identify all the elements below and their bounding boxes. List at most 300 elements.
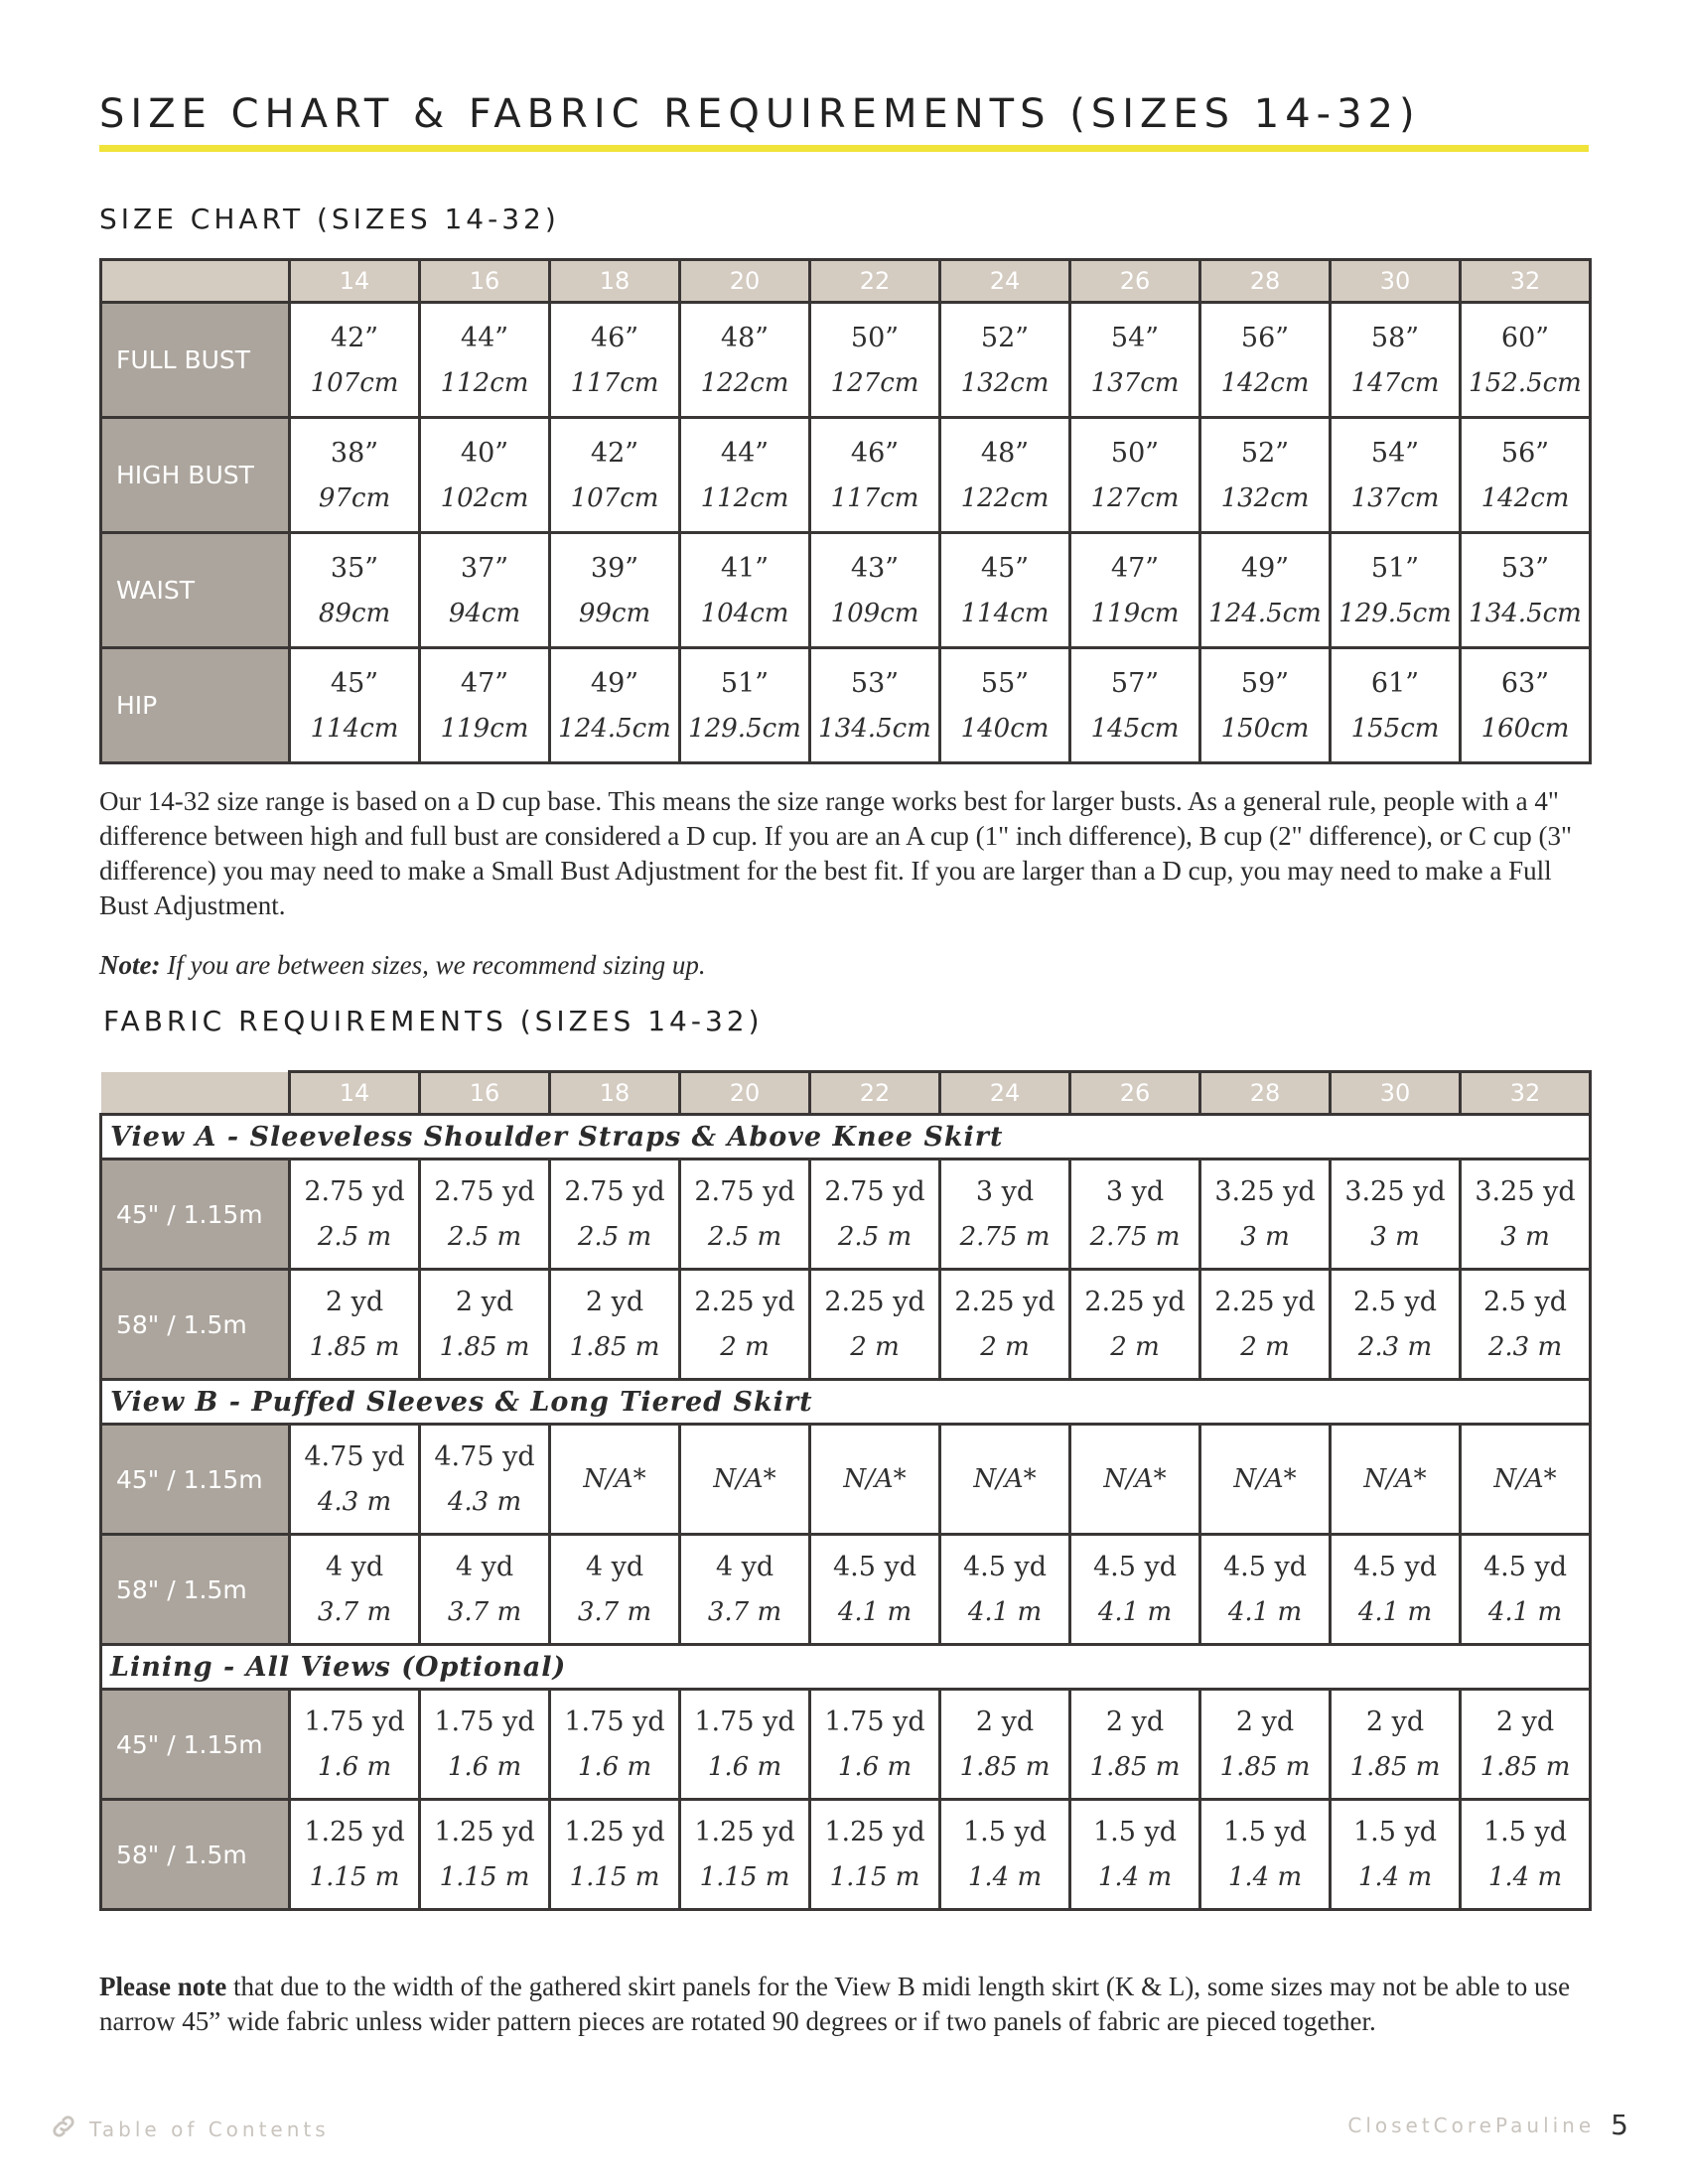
meters-value: 1.15 m (569, 1862, 660, 1892)
meters-value: 1.4 m (1487, 1862, 1563, 1892)
yards-value: 1.25 yd (304, 1817, 405, 1847)
yards-value: 3.25 yd (1214, 1176, 1316, 1207)
measurement-cell (940, 418, 1070, 533)
yards-value: 4 yd (585, 1552, 644, 1582)
inches-value: 54” (1110, 322, 1160, 353)
cm-value: 129.5cm (1338, 598, 1452, 628)
yardage-cell (680, 1160, 810, 1270)
yards-value: 3.25 yd (1475, 1176, 1576, 1207)
size-column-header: 16 (420, 260, 550, 303)
measurement-cell (680, 648, 810, 763)
measurement-cell (1200, 303, 1331, 418)
yardage-cell (1200, 1425, 1331, 1535)
meters-value: 1.85 m (439, 1332, 530, 1362)
measurement-label: WAIST (101, 533, 290, 648)
measurement-cell (550, 648, 680, 763)
yards-value: 2.25 yd (954, 1287, 1055, 1317)
cm-value: 134.5cm (1469, 598, 1582, 628)
meters-value: 1.15 m (439, 1862, 530, 1892)
measurement-cell (810, 303, 940, 418)
yardage-cell (290, 1690, 420, 1800)
meters-value: 4.3 m (447, 1487, 522, 1517)
measurement-cell (290, 303, 420, 418)
title-underline (99, 145, 1589, 152)
cm-value: 160cm (1480, 713, 1570, 744)
sizing-note (99, 950, 706, 981)
cm-value: 142cm (1480, 482, 1570, 513)
measurement-cell (810, 648, 940, 763)
yardage-cell (1070, 1535, 1200, 1645)
inches-value: 52” (1240, 437, 1290, 469)
measurement-cell (1461, 533, 1591, 648)
yards-value: 4.5 yd (832, 1552, 917, 1582)
measurement-label: HIP (101, 648, 290, 763)
fabric-row (101, 1425, 1591, 1535)
size-chart-table (99, 258, 1592, 764)
yardage-cell (1331, 1690, 1461, 1800)
meters-value: 4.1 m (837, 1597, 913, 1627)
cup-size-paragraph: Our 14-32 size range is based on a D cup base. This means the size range works best for larger busts. As a general rule, people with a 4" difference between high and full bust are considered a D cup. If you are an A cup (1" inch difference), B cup (2" difference), or C cup (3" difference) you may need to make a Small Bust Adjustment for the best fit. If you are larger than a D cup, you may need to make a Full Bust Adjustment. (99, 786, 1572, 920)
meters-value: 1.85 m (1349, 1752, 1441, 1782)
size-column-header: 18 (550, 1072, 680, 1115)
size-chart-row (101, 303, 1591, 418)
measurement-cell (1331, 303, 1461, 418)
cm-value: 124.5cm (1208, 598, 1322, 628)
size-column-header: 20 (680, 1072, 810, 1115)
fabric-row (101, 1270, 1591, 1380)
yardage-cell (1200, 1800, 1331, 1910)
fabric-requirements-heading: FABRIC REQUIREMENTS (SIZES 14-32) (103, 1005, 764, 1037)
inches-value: 39” (590, 552, 639, 584)
yardage-cell (290, 1535, 420, 1645)
yards-value: 3.25 yd (1344, 1176, 1446, 1207)
not-available-value: N/A* (1363, 1464, 1427, 1494)
inches-value: 54” (1370, 437, 1420, 469)
measurement-cell (550, 418, 680, 533)
meters-value: 1.85 m (569, 1332, 660, 1362)
cm-value: 122cm (960, 482, 1050, 513)
yardage-cell (1331, 1270, 1461, 1380)
yardage-cell (1200, 1690, 1331, 1800)
inches-value: 56” (1500, 437, 1550, 469)
size-column-header: 20 (680, 260, 810, 303)
measurement-cell (420, 648, 550, 763)
size-column-header: 14 (290, 260, 420, 303)
meters-value: 2 m (1110, 1332, 1160, 1362)
measurement-cell (680, 418, 810, 533)
measurement-cell (680, 533, 810, 648)
yards-value: 2.25 yd (694, 1287, 795, 1317)
fabric-width-label: 45" / 1.15m (101, 1160, 290, 1270)
yardage-cell (680, 1425, 810, 1535)
size-chart-corner (101, 260, 290, 303)
yards-value: 1.5 yd (1352, 1817, 1438, 1847)
yardage-cell (1070, 1425, 1200, 1535)
yardage-cell (680, 1690, 810, 1800)
meters-value: 1.6 m (707, 1752, 782, 1782)
cm-value: 147cm (1350, 367, 1440, 398)
meters-value: 1.85 m (309, 1332, 400, 1362)
cm-value: 117cm (830, 482, 919, 513)
meters-value: 2.5 m (317, 1222, 392, 1252)
cm-value: 104cm (700, 598, 789, 628)
yardage-cell (550, 1270, 680, 1380)
inches-value: 35” (330, 552, 379, 584)
yards-value: 2 yd (585, 1287, 644, 1317)
fabric-width-label: 45" / 1.15m (101, 1425, 290, 1535)
not-available-value: N/A* (583, 1464, 646, 1494)
yards-value: 1.25 yd (694, 1817, 795, 1847)
meters-value: 2 m (980, 1332, 1030, 1362)
yardage-cell (1461, 1160, 1591, 1270)
inches-value: 48” (720, 322, 770, 353)
inches-value: 51” (720, 667, 770, 699)
meters-value: 2 m (850, 1332, 900, 1362)
inches-value: 59” (1240, 667, 1290, 699)
cm-value: 152.5cm (1469, 367, 1582, 398)
inches-value: 46” (590, 322, 639, 353)
inches-value: 58” (1370, 322, 1420, 353)
measurement-cell (1331, 648, 1461, 763)
fabric-row (101, 1800, 1591, 1910)
yardage-cell (810, 1690, 940, 1800)
meters-value: 2 m (1240, 1332, 1290, 1362)
cm-value: 127cm (1090, 482, 1180, 513)
size-column-header: 26 (1070, 260, 1200, 303)
yardage-cell (810, 1160, 940, 1270)
meters-value: 2.5 m (837, 1222, 913, 1252)
cm-value: 114cm (960, 598, 1050, 628)
size-column-header: 24 (940, 260, 1070, 303)
cm-value: 132cm (1220, 482, 1310, 513)
yards-value: 1.25 yd (824, 1817, 925, 1847)
section-title: Lining - All Views (Optional) (101, 1645, 1591, 1690)
meters-value: 1.4 m (1357, 1862, 1433, 1892)
please-note-text: that due to the width of the gathered skirt panels for the View B midi length skirt (K & L), some sizes may not be able to use narrow 45” wide fabric unless wider pattern pieces are rotated 90 degrees or if two panels of fabric are pieced together. (99, 1972, 1571, 2036)
cm-value: 99cm (578, 598, 651, 628)
size-column-header: 32 (1461, 260, 1591, 303)
yards-value: 4.5 yd (1352, 1552, 1438, 1582)
cm-value: 114cm (310, 713, 399, 744)
size-column-header: 28 (1200, 1072, 1331, 1115)
cm-value: 102cm (440, 482, 529, 513)
meters-value: 1.6 m (837, 1752, 913, 1782)
measurement-cell (420, 303, 550, 418)
fabric-requirements-table (99, 1070, 1592, 1911)
yards-value: 4.5 yd (1482, 1552, 1568, 1582)
measurement-cell (1461, 418, 1591, 533)
measurement-cell (1200, 648, 1331, 763)
meters-value: 1.4 m (1097, 1862, 1173, 1892)
yardage-cell (1331, 1800, 1461, 1910)
measurement-cell (1461, 303, 1591, 418)
meters-value: 1.85 m (959, 1752, 1051, 1782)
yardage-cell (1461, 1425, 1591, 1535)
yards-value: 1.75 yd (694, 1706, 795, 1737)
size-column-header: 14 (290, 1072, 420, 1115)
yards-value: 1.5 yd (962, 1817, 1048, 1847)
yards-value: 1.5 yd (1482, 1817, 1568, 1847)
yards-value: 2 yd (455, 1287, 514, 1317)
inches-value: 45” (330, 667, 379, 699)
measurement-cell (940, 533, 1070, 648)
cm-value: 107cm (570, 482, 659, 513)
inches-value: 49” (590, 667, 639, 699)
yards-value: 1.5 yd (1222, 1817, 1308, 1847)
section-title: View A - Sleeveless Shoulder Straps & Above Knee Skirt (101, 1115, 1591, 1160)
cm-value: 129.5cm (688, 713, 801, 744)
inches-value: 43” (850, 552, 900, 584)
size-column-header: 30 (1331, 260, 1461, 303)
page-title: SIZE CHART & FABRIC REQUIREMENTS (SIZES 14-32) (99, 91, 1421, 137)
yardage-cell (1331, 1535, 1461, 1645)
measurement-cell (290, 648, 420, 763)
meters-value: 3.7 m (317, 1597, 392, 1627)
yards-value: 4 yd (715, 1552, 774, 1582)
yards-value: 1.25 yd (434, 1817, 535, 1847)
size-column-header: 18 (550, 260, 680, 303)
measurement-label: FULL BUST (101, 303, 290, 418)
inches-value: 49” (1240, 552, 1290, 584)
please-note-label: Please note (99, 1972, 227, 2001)
fabric-row (101, 1160, 1591, 1270)
size-chart-row (101, 418, 1591, 533)
yards-value: 4.5 yd (1092, 1552, 1178, 1582)
meters-value: 3.7 m (577, 1597, 652, 1627)
measurement-cell (1200, 418, 1331, 533)
measurement-cell (420, 533, 550, 648)
inches-value: 55” (980, 667, 1030, 699)
yardage-cell (1461, 1270, 1591, 1380)
meters-value: 3.7 m (707, 1597, 782, 1627)
inches-value: 63” (1500, 667, 1550, 699)
yardage-cell (420, 1425, 550, 1535)
yardage-cell (290, 1270, 420, 1380)
yards-value: 4.75 yd (304, 1441, 405, 1472)
yardage-cell (940, 1160, 1070, 1270)
yards-value: 3 yd (975, 1176, 1035, 1207)
meters-value: 3 m (1500, 1222, 1550, 1252)
yards-value: 2.75 yd (694, 1176, 795, 1207)
inches-value: 44” (720, 437, 770, 469)
yardage-cell (420, 1535, 550, 1645)
yardage-cell (940, 1425, 1070, 1535)
fabric-width-label: 58" / 1.5m (101, 1535, 290, 1645)
cm-value: 119cm (440, 713, 529, 744)
yards-value: 2.75 yd (304, 1176, 405, 1207)
inches-value: 42” (590, 437, 639, 469)
measurement-cell (1461, 648, 1591, 763)
size-column-header: 22 (810, 260, 940, 303)
measurement-cell (290, 418, 420, 533)
not-available-value: N/A* (843, 1464, 907, 1494)
measurement-cell (290, 533, 420, 648)
section-row (101, 1645, 1591, 1690)
inches-value: 51” (1370, 552, 1420, 584)
fabric-width-label: 58" / 1.5m (101, 1800, 290, 1910)
yards-value: 1.75 yd (434, 1706, 535, 1737)
size-column-header: 30 (1331, 1072, 1461, 1115)
yards-value: 1.75 yd (304, 1706, 405, 1737)
yardage-cell (1070, 1800, 1200, 1910)
yardage-cell (550, 1160, 680, 1270)
cm-value: 137cm (1350, 482, 1440, 513)
yardage-cell (550, 1425, 680, 1535)
meters-value: 2.3 m (1487, 1332, 1563, 1362)
inches-value: 44” (460, 322, 509, 353)
size-column-header: 24 (940, 1072, 1070, 1115)
meters-value: 1.4 m (1227, 1862, 1303, 1892)
yards-value: 4 yd (455, 1552, 514, 1582)
inches-value: 53” (850, 667, 900, 699)
yardage-cell (290, 1425, 420, 1535)
measurement-cell (420, 418, 550, 533)
inches-value: 47” (460, 667, 509, 699)
measurement-cell (550, 303, 680, 418)
meters-value: 2.75 m (1089, 1222, 1181, 1252)
measurement-cell (940, 648, 1070, 763)
table-of-contents-link[interactable] (50, 2113, 330, 2145)
yards-value: 4.5 yd (1222, 1552, 1308, 1582)
yardage-cell (1461, 1800, 1591, 1910)
note-label: Note: (99, 950, 161, 980)
measurement-cell (940, 303, 1070, 418)
table-of-contents-label: Table of Contents (89, 2116, 330, 2141)
meters-value: 1.85 m (1089, 1752, 1181, 1782)
inches-value: 48” (980, 437, 1030, 469)
measurement-label: HIGH BUST (101, 418, 290, 533)
meters-value: 1.15 m (829, 1862, 920, 1892)
measurement-cell (550, 533, 680, 648)
yardage-cell (1070, 1270, 1200, 1380)
meters-value: 4.1 m (1097, 1597, 1173, 1627)
yards-value: 4.5 yd (962, 1552, 1048, 1582)
meters-value: 1.6 m (317, 1752, 392, 1782)
yardage-cell (680, 1270, 810, 1380)
yardage-cell (550, 1690, 680, 1800)
brand-name: ClosetCorePauline (1347, 2113, 1596, 2137)
meters-value: 2.75 m (959, 1222, 1051, 1252)
cm-value: 117cm (570, 367, 659, 398)
meters-value: 2 m (720, 1332, 770, 1362)
meters-value: 3.7 m (447, 1597, 522, 1627)
yards-value: 2 yd (325, 1287, 384, 1317)
yards-value: 2.75 yd (564, 1176, 665, 1207)
cm-value: 119cm (1090, 598, 1180, 628)
yardage-cell (420, 1270, 550, 1380)
yardage-cell (1331, 1160, 1461, 1270)
section-title: View B - Puffed Sleeves & Long Tiered Skirt (101, 1380, 1591, 1425)
meters-value: 1.15 m (699, 1862, 790, 1892)
inches-value: 42” (330, 322, 379, 353)
cm-value: 112cm (700, 482, 789, 513)
yards-value: 3 yd (1105, 1176, 1165, 1207)
yards-value: 2.25 yd (824, 1287, 925, 1317)
measurement-cell (1200, 533, 1331, 648)
meters-value: 1.6 m (447, 1752, 522, 1782)
inches-value: 47” (1110, 552, 1160, 584)
yards-value: 1.5 yd (1092, 1817, 1178, 1847)
yards-value: 2.75 yd (824, 1176, 925, 1207)
yards-value: 2 yd (1365, 1706, 1425, 1737)
yardage-cell (680, 1535, 810, 1645)
fabric-row (101, 1690, 1591, 1800)
cm-value: 112cm (440, 367, 529, 398)
cm-value: 145cm (1090, 713, 1180, 744)
yardage-cell (940, 1270, 1070, 1380)
please-note-paragraph (99, 1970, 1589, 2039)
cm-value: 137cm (1090, 367, 1180, 398)
measurement-cell (1070, 418, 1200, 533)
inches-value: 40” (460, 437, 509, 469)
yardage-cell (1331, 1425, 1461, 1535)
cm-value: 150cm (1220, 713, 1310, 744)
yardage-cell (1070, 1690, 1200, 1800)
cm-value: 140cm (960, 713, 1050, 744)
size-column-header: 22 (810, 1072, 940, 1115)
yardage-cell (810, 1425, 940, 1535)
fabric-width-label: 45" / 1.15m (101, 1690, 290, 1800)
yardage-cell (420, 1800, 550, 1910)
inches-value: 52” (980, 322, 1030, 353)
inches-value: 38” (330, 437, 379, 469)
inches-value: 41” (720, 552, 770, 584)
measurement-cell (1070, 533, 1200, 648)
inches-value: 53” (1500, 552, 1550, 584)
yards-value: 2.75 yd (434, 1176, 535, 1207)
meters-value: 2.3 m (1357, 1332, 1433, 1362)
cm-value: 122cm (700, 367, 789, 398)
size-chart-row (101, 533, 1591, 648)
size-chart-row (101, 648, 1591, 763)
cm-value: 124.5cm (558, 713, 671, 744)
section-row (101, 1115, 1591, 1160)
meters-value: 4.1 m (967, 1597, 1043, 1627)
inches-value: 61” (1370, 667, 1420, 699)
yardage-cell (420, 1690, 550, 1800)
meters-value: 1.85 m (1479, 1752, 1571, 1782)
measurement-cell (1070, 648, 1200, 763)
yards-value: 2 yd (1495, 1706, 1555, 1737)
yards-value: 2.5 yd (1482, 1287, 1568, 1317)
yards-value: 1.25 yd (564, 1817, 665, 1847)
cm-value: 134.5cm (818, 713, 931, 744)
yardage-cell (290, 1800, 420, 1910)
yards-value: 2.25 yd (1214, 1287, 1316, 1317)
yardage-cell (810, 1535, 940, 1645)
yardage-cell (1461, 1690, 1591, 1800)
cm-value: 142cm (1220, 367, 1310, 398)
page-footer (1347, 2109, 1628, 2141)
yardage-cell (1200, 1270, 1331, 1380)
yardage-cell (550, 1800, 680, 1910)
measurement-cell (1331, 418, 1461, 533)
yardage-cell (550, 1535, 680, 1645)
page-number: 5 (1611, 2109, 1628, 2141)
yardage-cell (1461, 1535, 1591, 1645)
cm-value: 89cm (318, 598, 391, 628)
meters-value: 1.15 m (309, 1862, 400, 1892)
meters-value: 2.5 m (577, 1222, 652, 1252)
inches-value: 56” (1240, 322, 1290, 353)
note-text: If you are between sizes, we recommend sizing up. (160, 950, 706, 980)
measurement-cell (810, 533, 940, 648)
inches-value: 45” (980, 552, 1030, 584)
cm-value: 127cm (830, 367, 919, 398)
fabric-row (101, 1535, 1591, 1645)
not-available-value: N/A* (713, 1464, 776, 1494)
yardage-cell (940, 1690, 1070, 1800)
